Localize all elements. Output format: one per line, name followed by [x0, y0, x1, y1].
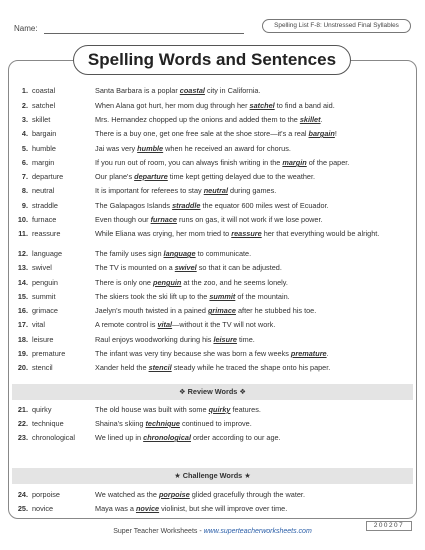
example-sentence — [95, 292, 407, 302]
sentence-text: The old house was built with some — [95, 405, 209, 414]
sentence-text: The skiers took the ski lift up to the — [95, 292, 210, 301]
word-number: 3. — [21, 115, 28, 124]
highlighted-word: porpoise — [158, 490, 190, 499]
sentence-text: to communicate. — [195, 249, 252, 258]
highlighted-word: summit — [209, 292, 236, 301]
example-sentence — [95, 363, 407, 373]
highlighted-word: coastal — [179, 86, 205, 95]
sentence-text: order according to our age. — [190, 433, 281, 442]
example-sentence — [95, 201, 407, 211]
review-words-heading: ❖ Review Words ❖ — [12, 384, 413, 400]
highlighted-word: departure — [134, 172, 168, 181]
example-sentence — [95, 349, 407, 359]
sentence-text: —without it the TV will not work. — [172, 320, 276, 329]
word-number: 5. — [21, 144, 28, 153]
word-number: 25. — [17, 504, 28, 513]
sentence-text: glided gracefully through the water. — [189, 490, 305, 499]
spelling-word: bargain — [32, 129, 57, 138]
sentence-text: Jai was very — [95, 144, 138, 153]
spelling-word: skillet — [32, 115, 51, 124]
sentence-text: We watched as the — [95, 490, 159, 499]
spelling-word: coastal — [32, 86, 56, 95]
name-label: Name: — [14, 24, 38, 33]
sentence-text: Even though our — [95, 215, 151, 224]
spelling-word: straddle — [32, 201, 58, 210]
word-number: 4. — [21, 129, 28, 138]
example-sentence — [95, 101, 407, 111]
word-number: 19. — [17, 349, 28, 358]
spelling-word: novice — [32, 504, 54, 513]
example-sentence — [95, 172, 407, 182]
highlighted-word: quirky — [208, 405, 231, 414]
example-sentence — [95, 186, 407, 196]
sentence-text: The Galapagos Islands — [95, 201, 173, 210]
spelling-word: language — [32, 249, 63, 258]
sentence-text: time kept getting delayed due to the weather. — [167, 172, 316, 181]
highlighted-word: technique — [145, 419, 180, 428]
spelling-list-tag: Spelling List F-8: Unstressed Final Syllables — [262, 19, 411, 33]
highlighted-word: skillet — [299, 115, 321, 124]
footer — [0, 528, 425, 535]
sentence-text: Mrs. Hernandez chopped up the onions and added them to the — [95, 115, 300, 124]
sentence-text: her that everything would be alright. — [261, 229, 380, 238]
example-sentence — [95, 306, 407, 316]
highlighted-word: premature — [290, 349, 327, 358]
highlighted-word: penguin — [153, 278, 182, 287]
highlighted-word: reassure — [231, 229, 262, 238]
word-number: 1. — [21, 86, 28, 95]
highlighted-word: satchel — [249, 101, 275, 110]
spelling-word: penguin — [32, 278, 58, 287]
example-sentence — [95, 320, 407, 330]
example-sentence — [95, 86, 407, 96]
highlighted-word: chronological — [143, 433, 191, 442]
example-sentence — [95, 144, 407, 154]
spelling-word: grimace — [32, 306, 58, 315]
highlighted-word: leisure — [213, 335, 237, 344]
sentence-text: when he received an award for chorus. — [163, 144, 291, 153]
spelling-word: premature — [32, 349, 66, 358]
sentence-text: the equator 600 miles west of Ecuador. — [200, 201, 329, 210]
word-number: 24. — [17, 490, 28, 499]
spelling-word: stencil — [32, 363, 53, 372]
sentence-text: There is a buy one, get one free sale at the shoe store—it's a real — [95, 129, 309, 138]
sentence-text: during games. — [228, 186, 277, 195]
word-number: 13. — [17, 263, 28, 272]
word-number: 7. — [21, 172, 28, 181]
sentence-text: The TV is mounted on a — [95, 263, 175, 272]
footer-site-name: Super Teacher Worksheets - — [113, 528, 204, 535]
sentence-text: There is only one — [95, 278, 154, 287]
word-number: 2. — [21, 101, 28, 110]
spelling-word: technique — [32, 419, 64, 428]
highlighted-word: swivel — [174, 263, 197, 272]
sentence-text: When Alana got hurt, her mom dug through her — [95, 101, 250, 110]
example-sentence — [95, 158, 407, 168]
spelling-word: vital — [32, 320, 45, 329]
spelling-word: quirky — [32, 405, 52, 414]
word-number: 12. — [17, 249, 28, 258]
example-sentence — [95, 215, 407, 225]
word-number: 20. — [17, 363, 28, 372]
sentence-text: The infant was very tiny because she was born a few weeks — [95, 349, 291, 358]
highlighted-word: humble — [137, 144, 164, 153]
spelling-word: humble — [32, 144, 56, 153]
word-number: 22. — [17, 419, 28, 428]
sentence-text: A remote control is — [95, 320, 158, 329]
spelling-word: furnace — [32, 215, 57, 224]
sentence-text: ! — [334, 129, 337, 138]
highlighted-word: language — [163, 249, 196, 258]
spelling-word: porpoise — [32, 490, 60, 499]
sentence-text: at the zoo, and he seems lonely. — [181, 278, 288, 287]
sentence-text: Maya was a — [95, 504, 136, 513]
sentence-text: city in California. — [204, 86, 261, 95]
sentence-text: Jaelyn's mouth twisted in a pained — [95, 306, 208, 315]
sentence-text: If you run out of room, you can always finish writing in the — [95, 158, 283, 167]
sentence-text: Shaina's skiing — [95, 419, 146, 428]
sentence-text: so that it can be adjusted. — [196, 263, 282, 272]
spelling-word: neutral — [32, 186, 55, 195]
word-number: 16. — [17, 306, 28, 315]
footer-url[interactable]: www.superteacherworksheets.com — [203, 528, 312, 535]
example-sentence — [95, 115, 407, 125]
example-sentence — [95, 433, 407, 443]
highlighted-word: margin — [282, 158, 307, 167]
word-number: 23. — [17, 433, 28, 442]
spelling-word: summit — [32, 292, 56, 301]
example-sentence — [95, 405, 407, 415]
spelling-word: reassure — [32, 229, 61, 238]
highlighted-word: vital — [157, 320, 173, 329]
sentence-text: The family uses sign — [95, 249, 164, 258]
sentence-text: Santa Barbara is a poplar — [95, 86, 180, 95]
word-number: 6. — [21, 158, 28, 167]
highlighted-word: stencil — [148, 363, 172, 372]
spelling-word: leisure — [32, 335, 54, 344]
word-number: 9. — [21, 201, 28, 210]
sentence-text: . — [320, 115, 323, 124]
sentence-text: violinist, but she will improve over time. — [159, 504, 288, 513]
word-number: 17. — [17, 320, 28, 329]
sentence-text: features. — [230, 405, 261, 414]
sentence-text: It is important for referees to stay — [95, 186, 204, 195]
highlighted-word: bargain — [308, 129, 335, 138]
example-sentence — [95, 263, 407, 273]
example-sentence — [95, 419, 407, 429]
highlighted-word: straddle — [172, 201, 201, 210]
word-number: 15. — [17, 292, 28, 301]
sentence-text: of the mountain. — [235, 292, 290, 301]
sentence-text: steady while he traced the shape onto his paper. — [171, 363, 331, 372]
spelling-word: satchel — [32, 101, 56, 110]
example-sentence — [95, 335, 407, 345]
highlighted-word: furnace — [150, 215, 177, 224]
word-number: 14. — [17, 278, 28, 287]
example-sentence — [95, 249, 407, 259]
highlighted-word: grimace — [207, 306, 236, 315]
word-number: 21. — [17, 405, 28, 414]
name-line[interactable] — [44, 33, 244, 34]
sentence-text: Raul enjoys woodworking during his — [95, 335, 214, 344]
sentence-text: after he stubbed his toe. — [235, 306, 317, 315]
highlighted-word: neutral — [203, 186, 229, 195]
highlighted-word: novice — [135, 504, 160, 513]
spelling-word: swivel — [32, 263, 52, 272]
example-sentence — [95, 129, 407, 139]
sentence-text: Our plane's — [95, 172, 135, 181]
example-sentence — [95, 278, 407, 288]
sentence-text: time. — [236, 335, 255, 344]
spelling-word: departure — [32, 172, 64, 181]
sentence-text: runs on gas, it will not work if we lose power. — [176, 215, 323, 224]
spelling-word: margin — [32, 158, 55, 167]
sentence-text: . — [326, 349, 329, 358]
word-number: 8. — [21, 186, 28, 195]
page-title: Spelling Words and Sentences — [73, 45, 351, 75]
sentence-text: continued to improve. — [179, 419, 252, 428]
word-number: 11. — [18, 229, 28, 238]
example-sentence — [95, 229, 407, 239]
challenge-words-heading: ★ Challenge Words ★ — [12, 468, 413, 484]
word-number: 10. — [17, 215, 28, 224]
sentence-text: While Eliana was crying, her mom tried to — [95, 229, 232, 238]
sentence-text: of the paper. — [306, 158, 350, 167]
example-sentence — [95, 490, 407, 500]
sentence-text: to find a band aid. — [274, 101, 335, 110]
sentence-text: Xander held the — [95, 363, 149, 372]
spelling-word: chronological — [32, 433, 75, 442]
worksheet-code: 200207 — [366, 521, 412, 531]
word-number: 18. — [17, 335, 28, 344]
sentence-text: We lined up in — [95, 433, 144, 442]
example-sentence — [95, 504, 407, 514]
